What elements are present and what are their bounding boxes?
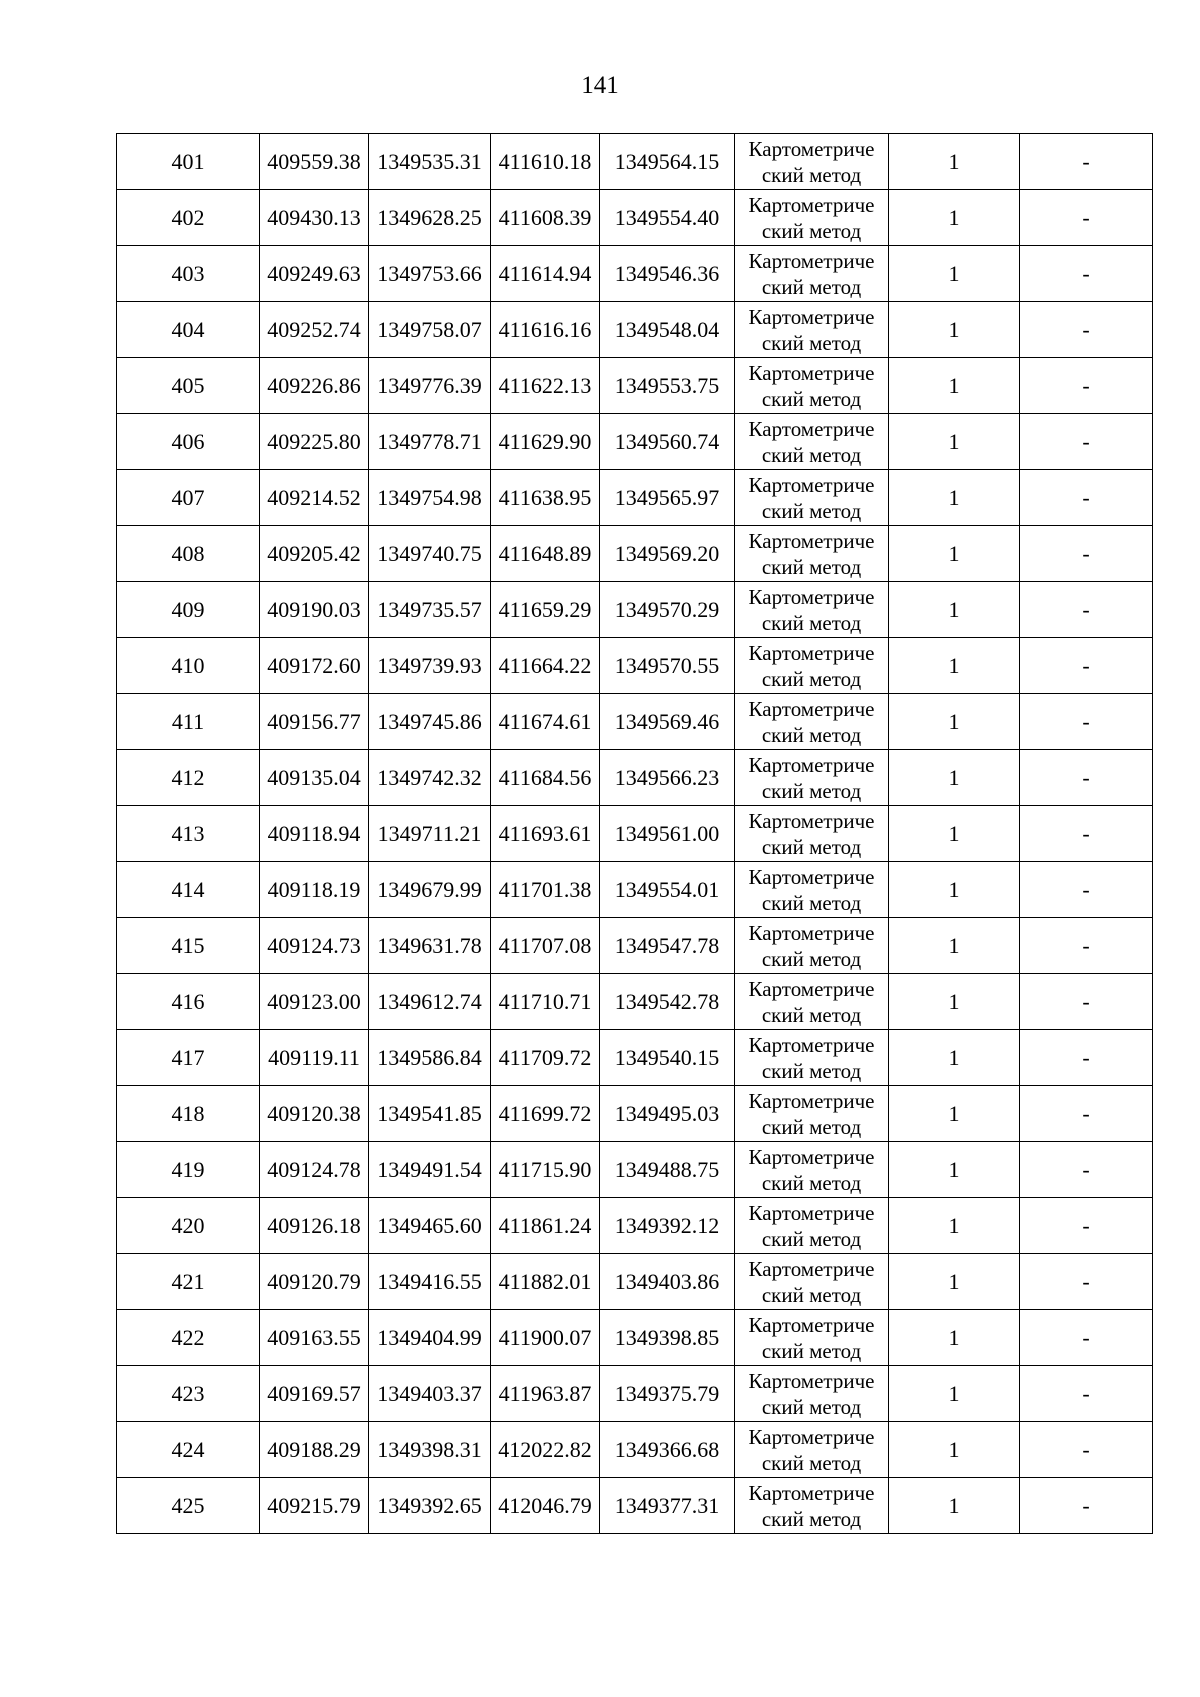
point-number-cell: 410 [117,638,260,694]
x1-coordinate-cell: 409226.86 [260,358,369,414]
method-text-line-2: ский метод [761,778,862,803]
method-text-line-1: Картометриче [748,584,875,609]
x1-coordinate-cell: 409118.94 [260,806,369,862]
x2-coordinate-cell: 411638.95 [491,470,600,526]
method-cell [735,134,889,190]
y1-coordinate-cell: 1349753.66 [369,246,491,302]
method-text-line-2: ский метод [761,162,862,187]
y2-coordinate-cell: 1349569.46 [600,694,735,750]
note-cell: - [1020,134,1153,190]
y2-coordinate-cell: 1349495.03 [600,1086,735,1142]
y1-coordinate-cell: 1349739.93 [369,638,491,694]
table-row [117,1310,1153,1366]
accuracy-cell: 1 [889,806,1020,862]
method-text-line-1: Картометриче [748,808,875,833]
note-cell: - [1020,1422,1153,1478]
note-cell: - [1020,1086,1153,1142]
accuracy-cell: 1 [889,1478,1020,1534]
table-row [117,470,1153,526]
y1-coordinate-cell: 1349628.25 [369,190,491,246]
method-text-line-2: ский метод [761,1282,862,1307]
method-cell [735,1310,889,1366]
method-text-line-1: Картометриче [748,1480,875,1505]
point-number-cell: 403 [117,246,260,302]
y2-coordinate-cell: 1349547.78 [600,918,735,974]
table-row [117,806,1153,862]
note-cell: - [1020,1142,1153,1198]
method-text-line-2: ский метод [761,890,862,915]
accuracy-cell: 1 [889,750,1020,806]
note-cell: - [1020,1310,1153,1366]
table-row [117,582,1153,638]
point-number-cell: 404 [117,302,260,358]
note-cell: - [1020,1366,1153,1422]
method-text-line-1: Картометриче [748,416,875,441]
point-number-cell: 420 [117,1198,260,1254]
table-row [117,694,1153,750]
note-cell: - [1020,1254,1153,1310]
method-text-line-2: ский метод [761,1170,862,1195]
accuracy-cell: 1 [889,1366,1020,1422]
x1-coordinate-cell: 409163.55 [260,1310,369,1366]
x1-coordinate-cell: 409123.00 [260,974,369,1030]
y2-coordinate-cell: 1349542.78 [600,974,735,1030]
method-cell [735,1142,889,1198]
point-number-cell: 421 [117,1254,260,1310]
method-text-line-1: Картометриче [748,1032,875,1057]
y1-coordinate-cell: 1349778.71 [369,414,491,470]
accuracy-cell: 1 [889,134,1020,190]
x1-coordinate-cell: 409119.11 [260,1030,369,1086]
table-row [117,246,1153,302]
y1-coordinate-cell: 1349612.74 [369,974,491,1030]
point-number-cell: 406 [117,414,260,470]
y2-coordinate-cell: 1349546.36 [600,246,735,302]
method-text-line-1: Картометриче [748,472,875,497]
point-number-cell: 416 [117,974,260,1030]
accuracy-cell: 1 [889,414,1020,470]
x1-coordinate-cell: 409156.77 [260,694,369,750]
method-text-line-2: ский метод [761,666,862,691]
method-text-line-2: ский метод [761,554,862,579]
method-text-line-2: ский метод [761,1506,862,1531]
x2-coordinate-cell: 411622.13 [491,358,600,414]
method-text-line-2: ский метод [761,946,862,971]
coordinates-table [116,133,1153,1534]
accuracy-cell: 1 [889,302,1020,358]
table-row [117,974,1153,1030]
y2-coordinate-cell: 1349564.15 [600,134,735,190]
y1-coordinate-cell: 1349465.60 [369,1198,491,1254]
x2-coordinate-cell: 411715.90 [491,1142,600,1198]
method-cell [735,246,889,302]
y1-coordinate-cell: 1349586.84 [369,1030,491,1086]
y1-coordinate-cell: 1349535.31 [369,134,491,190]
method-text-line-1: Картометриче [748,136,875,161]
accuracy-cell: 1 [889,1310,1020,1366]
x1-coordinate-cell: 409249.63 [260,246,369,302]
point-number-cell: 414 [117,862,260,918]
note-cell: - [1020,1478,1153,1534]
table-row [117,1422,1153,1478]
accuracy-cell: 1 [889,862,1020,918]
note-cell: - [1020,1030,1153,1086]
y2-coordinate-cell: 1349554.01 [600,862,735,918]
accuracy-cell: 1 [889,470,1020,526]
x1-coordinate-cell: 409120.79 [260,1254,369,1310]
x2-coordinate-cell: 411614.94 [491,246,600,302]
table-row [117,862,1153,918]
point-number-cell: 412 [117,750,260,806]
note-cell: - [1020,358,1153,414]
point-number-cell: 423 [117,1366,260,1422]
method-text-line-2: ский метод [761,442,862,467]
point-number-cell: 413 [117,806,260,862]
x2-coordinate-cell: 411882.01 [491,1254,600,1310]
y1-coordinate-cell: 1349776.39 [369,358,491,414]
y2-coordinate-cell: 1349398.85 [600,1310,735,1366]
method-text-line-1: Картометриче [748,696,875,721]
note-cell: - [1020,1198,1153,1254]
table-row [117,638,1153,694]
point-number-cell: 402 [117,190,260,246]
accuracy-cell: 1 [889,526,1020,582]
x2-coordinate-cell: 412046.79 [491,1478,600,1534]
x1-coordinate-cell: 409120.38 [260,1086,369,1142]
y1-coordinate-cell: 1349631.78 [369,918,491,974]
y2-coordinate-cell: 1349366.68 [600,1422,735,1478]
x2-coordinate-cell: 411616.16 [491,302,600,358]
method-text-line-1: Картометриче [748,192,875,217]
accuracy-cell: 1 [889,694,1020,750]
method-cell [735,694,889,750]
point-number-cell: 407 [117,470,260,526]
accuracy-cell: 1 [889,582,1020,638]
point-number-cell: 401 [117,134,260,190]
accuracy-cell: 1 [889,918,1020,974]
accuracy-cell: 1 [889,1254,1020,1310]
y1-coordinate-cell: 1349745.86 [369,694,491,750]
y1-coordinate-cell: 1349403.37 [369,1366,491,1422]
accuracy-cell: 1 [889,974,1020,1030]
y1-coordinate-cell: 1349735.57 [369,582,491,638]
note-cell: - [1020,582,1153,638]
y1-coordinate-cell: 1349491.54 [369,1142,491,1198]
method-text-line-1: Картометриче [748,360,875,385]
method-text-line-2: ский метод [761,218,862,243]
x1-coordinate-cell: 409124.78 [260,1142,369,1198]
table-row [117,414,1153,470]
x2-coordinate-cell: 411664.22 [491,638,600,694]
x1-coordinate-cell: 409188.29 [260,1422,369,1478]
x1-coordinate-cell: 409126.18 [260,1198,369,1254]
x1-coordinate-cell: 409124.73 [260,918,369,974]
method-text-line-1: Картометриче [748,1368,875,1393]
point-number-cell: 418 [117,1086,260,1142]
note-cell: - [1020,974,1153,1030]
x1-coordinate-cell: 409215.79 [260,1478,369,1534]
y2-coordinate-cell: 1349553.75 [600,358,735,414]
x2-coordinate-cell: 411610.18 [491,134,600,190]
method-cell [735,1030,889,1086]
method-cell [735,414,889,470]
table-row [117,526,1153,582]
accuracy-cell: 1 [889,1030,1020,1086]
method-text-line-1: Картометриче [748,248,875,273]
accuracy-cell: 1 [889,1142,1020,1198]
x1-coordinate-cell: 409559.38 [260,134,369,190]
method-cell [735,190,889,246]
note-cell: - [1020,918,1153,974]
y2-coordinate-cell: 1349488.75 [600,1142,735,1198]
method-cell [735,1198,889,1254]
accuracy-cell: 1 [889,1422,1020,1478]
method-text-line-1: Картометриче [748,864,875,889]
table-row [117,134,1153,190]
y2-coordinate-cell: 1349569.20 [600,526,735,582]
y1-coordinate-cell: 1349742.32 [369,750,491,806]
point-number-cell: 419 [117,1142,260,1198]
method-text-line-2: ский метод [761,610,862,635]
table-row [117,190,1153,246]
page-number: 141 [581,72,619,99]
method-text-line-2: ский метод [761,386,862,411]
method-text-line-1: Картометриче [748,752,875,777]
x2-coordinate-cell: 411659.29 [491,582,600,638]
y1-coordinate-cell: 1349404.99 [369,1310,491,1366]
method-cell [735,806,889,862]
method-cell [735,974,889,1030]
x2-coordinate-cell: 411861.24 [491,1198,600,1254]
y2-coordinate-cell: 1349548.04 [600,302,735,358]
point-number-cell: 411 [117,694,260,750]
x2-coordinate-cell: 411963.87 [491,1366,600,1422]
note-cell: - [1020,470,1153,526]
y2-coordinate-cell: 1349377.31 [600,1478,735,1534]
method-text-line-2: ский метод [761,1450,862,1475]
method-text-line-2: ский метод [761,330,862,355]
x2-coordinate-cell: 411709.72 [491,1030,600,1086]
table-row [117,918,1153,974]
y2-coordinate-cell: 1349570.29 [600,582,735,638]
note-cell: - [1020,806,1153,862]
table-row [117,750,1153,806]
method-text-line-1: Картометриче [748,1200,875,1225]
x2-coordinate-cell: 412022.82 [491,1422,600,1478]
y1-coordinate-cell: 1349758.07 [369,302,491,358]
x1-coordinate-cell: 409205.42 [260,526,369,582]
method-cell [735,526,889,582]
method-cell [735,1422,889,1478]
y2-coordinate-cell: 1349561.00 [600,806,735,862]
y1-coordinate-cell: 1349740.75 [369,526,491,582]
method-text-line-2: ский метод [761,834,862,859]
method-text-line-1: Картометриче [748,920,875,945]
note-cell: - [1020,190,1153,246]
point-number-cell: 409 [117,582,260,638]
x1-coordinate-cell: 409190.03 [260,582,369,638]
x2-coordinate-cell: 411629.90 [491,414,600,470]
accuracy-cell: 1 [889,1198,1020,1254]
method-cell [735,358,889,414]
table-row [117,1086,1153,1142]
method-cell [735,1478,889,1534]
method-text-line-2: ский метод [761,1338,862,1363]
x2-coordinate-cell: 411693.61 [491,806,600,862]
accuracy-cell: 1 [889,190,1020,246]
accuracy-cell: 1 [889,1086,1020,1142]
method-text-line-1: Картометриче [748,304,875,329]
method-text-line-2: ский метод [761,722,862,747]
y2-coordinate-cell: 1349570.55 [600,638,735,694]
table-row [117,358,1153,414]
y1-coordinate-cell: 1349392.65 [369,1478,491,1534]
x2-coordinate-cell: 411648.89 [491,526,600,582]
y2-coordinate-cell: 1349560.74 [600,414,735,470]
table-row [117,1030,1153,1086]
method-text-line-2: ский метод [761,274,862,299]
table-body [117,134,1153,1534]
method-cell [735,302,889,358]
note-cell: - [1020,526,1153,582]
accuracy-cell: 1 [889,638,1020,694]
y1-coordinate-cell: 1349398.31 [369,1422,491,1478]
note-cell: - [1020,638,1153,694]
note-cell: - [1020,414,1153,470]
method-cell [735,1086,889,1142]
method-text-line-2: ский метод [761,498,862,523]
table-row [117,1478,1153,1534]
y2-coordinate-cell: 1349403.86 [600,1254,735,1310]
table-row [117,1254,1153,1310]
x2-coordinate-cell: 411710.71 [491,974,600,1030]
method-cell [735,862,889,918]
y2-coordinate-cell: 1349566.23 [600,750,735,806]
x1-coordinate-cell: 409430.13 [260,190,369,246]
method-text-line-2: ский метод [761,1226,862,1251]
method-text-line-2: ский метод [761,1394,862,1419]
y1-coordinate-cell: 1349416.55 [369,1254,491,1310]
note-cell: - [1020,246,1153,302]
x2-coordinate-cell: 411701.38 [491,862,600,918]
note-cell: - [1020,302,1153,358]
table-row [117,1142,1153,1198]
method-cell [735,470,889,526]
point-number-cell: 405 [117,358,260,414]
point-number-cell: 408 [117,526,260,582]
method-text-line-1: Картометриче [748,1256,875,1281]
note-cell: - [1020,750,1153,806]
method-text-line-1: Картометриче [748,528,875,553]
note-cell: - [1020,694,1153,750]
method-text-line-1: Картометриче [748,1424,875,1449]
method-cell [735,582,889,638]
method-cell [735,1254,889,1310]
x1-coordinate-cell: 409225.80 [260,414,369,470]
x2-coordinate-cell: 411684.56 [491,750,600,806]
x2-coordinate-cell: 411699.72 [491,1086,600,1142]
y2-coordinate-cell: 1349540.15 [600,1030,735,1086]
method-text-line-1: Картометриче [748,1088,875,1113]
x2-coordinate-cell: 411608.39 [491,190,600,246]
table-row [117,1366,1153,1422]
method-text-line-1: Картометриче [748,1312,875,1337]
method-text-line-2: ский метод [761,1114,862,1139]
x1-coordinate-cell: 409252.74 [260,302,369,358]
point-number-cell: 425 [117,1478,260,1534]
point-number-cell: 424 [117,1422,260,1478]
x1-coordinate-cell: 409118.19 [260,862,369,918]
method-cell [735,1366,889,1422]
y1-coordinate-cell: 1349754.98 [369,470,491,526]
y2-coordinate-cell: 1349554.40 [600,190,735,246]
method-cell [735,918,889,974]
y1-coordinate-cell: 1349679.99 [369,862,491,918]
y1-coordinate-cell: 1349711.21 [369,806,491,862]
x1-coordinate-cell: 409135.04 [260,750,369,806]
method-cell [735,638,889,694]
y2-coordinate-cell: 1349392.12 [600,1198,735,1254]
x1-coordinate-cell: 409172.60 [260,638,369,694]
method-text-line-1: Картометриче [748,1144,875,1169]
x2-coordinate-cell: 411900.07 [491,1310,600,1366]
accuracy-cell: 1 [889,246,1020,302]
y1-coordinate-cell: 1349541.85 [369,1086,491,1142]
point-number-cell: 415 [117,918,260,974]
method-text-line-2: ский метод [761,1002,862,1027]
y2-coordinate-cell: 1349375.79 [600,1366,735,1422]
table-row [117,302,1153,358]
x2-coordinate-cell: 411674.61 [491,694,600,750]
point-number-cell: 422 [117,1310,260,1366]
note-cell: - [1020,862,1153,918]
table-row [117,1198,1153,1254]
method-text-line-1: Картометриче [748,640,875,665]
method-text-line-1: Картометриче [748,976,875,1001]
x1-coordinate-cell: 409169.57 [260,1366,369,1422]
point-number-cell: 417 [117,1030,260,1086]
method-text-line-2: ский метод [761,1058,862,1083]
x1-coordinate-cell: 409214.52 [260,470,369,526]
method-cell [735,750,889,806]
accuracy-cell: 1 [889,358,1020,414]
x2-coordinate-cell: 411707.08 [491,918,600,974]
y2-coordinate-cell: 1349565.97 [600,470,735,526]
